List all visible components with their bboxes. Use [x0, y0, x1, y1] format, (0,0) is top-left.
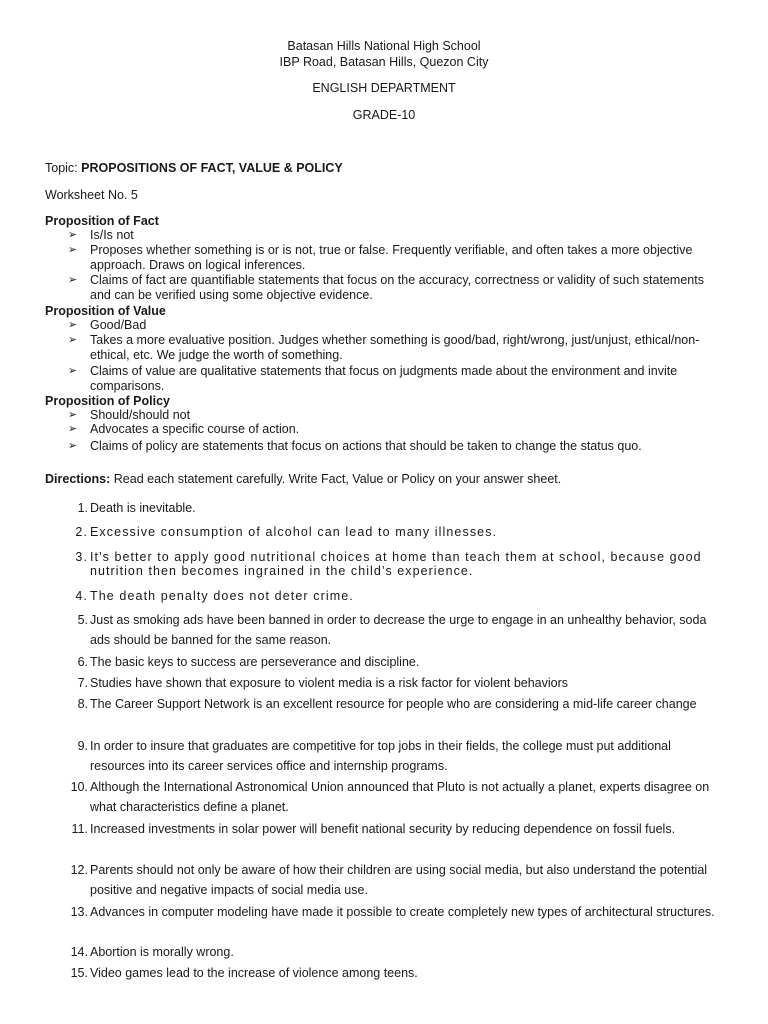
- arrow-bullet-icon: ➢: [68, 409, 78, 421]
- arrow-bullet-icon: ➢: [68, 440, 78, 452]
- school-address: IBP Road, Batasan Hills, Quezon City: [279, 55, 489, 69]
- bullet-item: ➢ Claims of fact are quantifiable statements that focus on the accuracy, correctness or validity of such statements and can be verified using some objective evidence.: [68, 273, 704, 302]
- list-item: 9. In order to insure that graduates are competitive for top jobs in their fields, the college must put additional resources into its career services office and internship programs.: [77, 739, 671, 773]
- list-item: 6. The basic keys to success are perseverance and discipline.: [77, 655, 420, 669]
- arrow-bullet-icon: ➢: [68, 229, 78, 241]
- bullet-item: ➢ Is/Is not: [68, 228, 134, 242]
- topic-line: [45, 161, 343, 175]
- department: ENGLISH DEPARTMENT: [312, 81, 456, 95]
- list-item: 7. Studies have shown that exposure to violent media is a risk factor for violent behaviors: [77, 676, 569, 690]
- list-item: 1. Death is inevitable.: [77, 501, 196, 515]
- topic-title: PROPOSITIONS OF FACT, VALUE & POLICY: [81, 161, 343, 175]
- arrow-bullet-icon: ➢: [68, 334, 78, 346]
- bullet-item: ➢ Advocates a specific course of action.: [68, 422, 300, 436]
- list-item: 10. Although the International Astronomical Union announced that Pluto is not actually a planet, experts disagree on what characteristics define a planet.: [70, 780, 710, 814]
- school-name: Batasan Hills National High School: [287, 39, 481, 53]
- list-item: 5. Just as smoking ads have been banned in order to decrease the urge to engage in an unhealthy behavior, soda ads should be banned for the same reason.: [77, 613, 707, 647]
- bullet-item: ➢ Claims of value are qualitative statements that focus on judgments made about the environment and invite comparisons.: [68, 364, 678, 393]
- list-item: 11. Increased investments in solar power will benefit national security by reducing dependence on fossil fuels.: [71, 822, 676, 836]
- arrow-bullet-icon: ➢: [68, 365, 78, 377]
- arrow-bullet-icon: ➢: [68, 274, 78, 286]
- bullet-item: ➢ Takes a more evaluative position. Judges whether something is good/bad, right/wrong, just/unjust, ethical/non-ethical, etc. We judge the worth of something.: [68, 333, 700, 362]
- bullet-item: ➢ Proposes whether something is or is not, true or false. Frequently verifiable, and often takes a more objective approach. Draws on logical inferences.: [68, 243, 693, 272]
- arrow-bullet-icon: ➢: [68, 244, 78, 256]
- bullet-item: ➢ Claims of policy are statements that focus on actions that should be taken to change the status quo.: [68, 439, 642, 453]
- grade-level: GRADE-10: [352, 108, 416, 122]
- list-item: 2. Excessive consumption of alcohol can lead to many illnesses.: [75, 525, 498, 539]
- list-item: 13. Advances in computer modeling have made it possible to create completely new types of architectural structures.: [70, 905, 715, 919]
- directions: [45, 472, 561, 486]
- section-title-value: Proposition of Value: [45, 304, 166, 318]
- arrow-bullet-icon: ➢: [68, 319, 78, 331]
- topic-label: Topic:: [45, 161, 78, 175]
- list-item: 8. The Career Support Network is an excellent resource for people who are considering a mid-life career change: [77, 697, 697, 711]
- list-item: 15. Video games lead to the increase of violence among teens.: [70, 966, 418, 980]
- bullet-item: ➢ Should/should not: [68, 408, 191, 422]
- list-item: 3. It’s better to apply good nutritional choices at home than teach them at school, because good nutrition then becomes ingrained in the child’s experience.: [75, 550, 702, 578]
- list-item: 14. Abortion is morally wrong.: [70, 945, 234, 959]
- arrow-bullet-icon: ➢: [68, 423, 78, 435]
- bullet-item: ➢ Good/Bad: [68, 318, 147, 332]
- list-item: 12. Parents should not only be aware of how their children are using social media, but also understand the potential positive and negative impacts of social media use.: [70, 863, 708, 897]
- section-title-fact: Proposition of Fact: [45, 214, 159, 228]
- worksheet-number: Worksheet No. 5: [45, 188, 138, 202]
- directions-label: Directions:: [45, 472, 111, 486]
- list-item: 4. The death penalty does not deter crime.: [75, 589, 354, 603]
- directions-text: Read each statement carefully. Write Fact, Value or Policy on your answer sheet.: [113, 472, 562, 486]
- section-title-policy: Proposition of Policy: [45, 394, 171, 408]
